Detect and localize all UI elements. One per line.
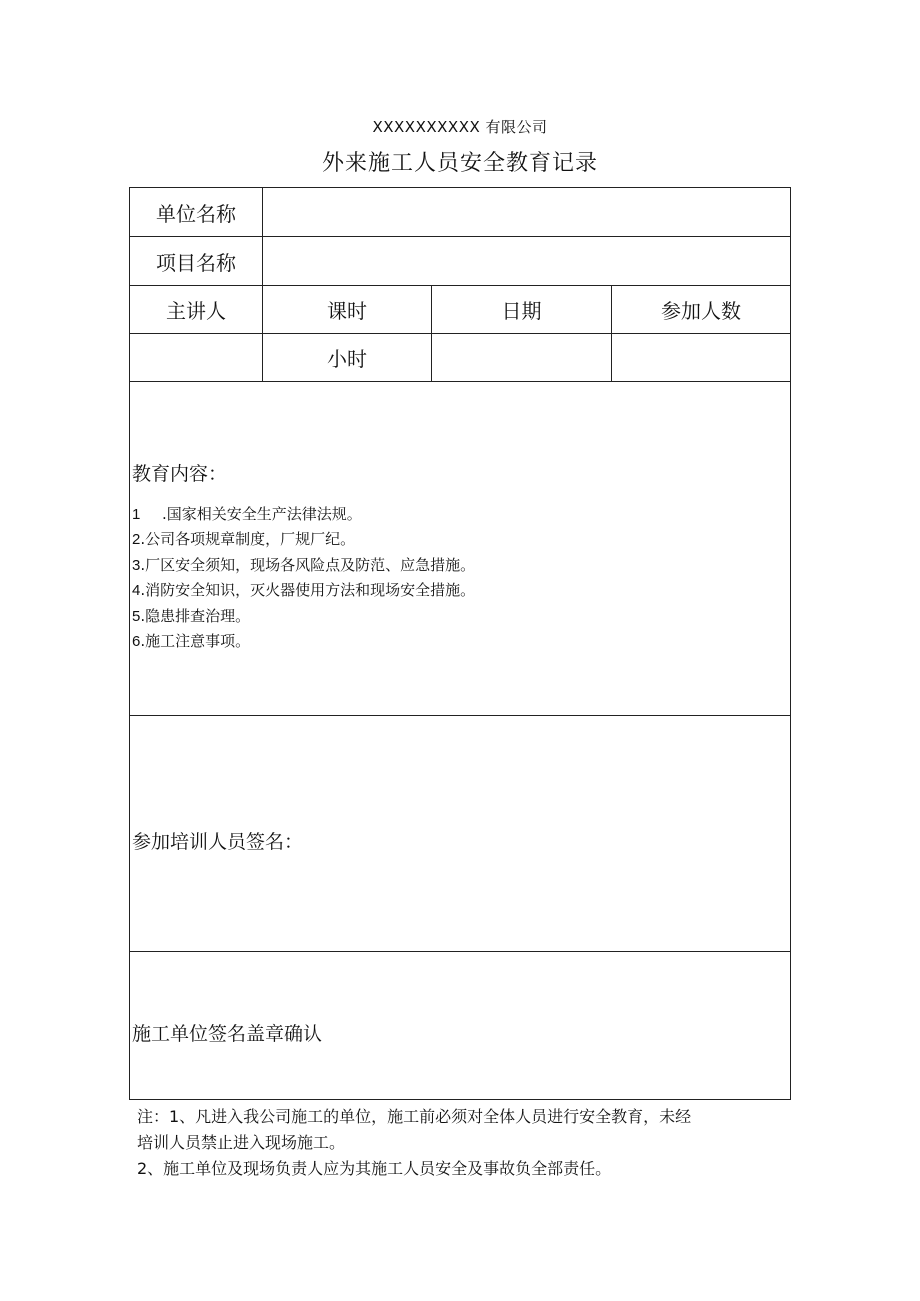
unit-name-field[interactable] bbox=[263, 188, 791, 237]
item-number: 3 bbox=[132, 556, 141, 574]
education-content-row bbox=[130, 382, 791, 716]
item-text: .消防安全知识，灭火器使用方法和现场安全措施。 bbox=[140, 581, 476, 599]
trainee-signature-row bbox=[130, 716, 791, 952]
contractor-stamp-cell[interactable] bbox=[130, 952, 791, 1100]
list-item bbox=[132, 553, 790, 579]
education-content-list bbox=[132, 502, 790, 655]
unit-name-row bbox=[130, 188, 791, 237]
project-name-row bbox=[130, 237, 791, 286]
item-number: 5 bbox=[132, 607, 141, 625]
note-line-1: 注：1、凡进入我公司施工的单位，施工前必须对全体人员进行安全教育，未经 bbox=[137, 1107, 692, 1126]
participants-header: 参加人数 bbox=[612, 286, 791, 334]
contractor-stamp-row bbox=[130, 952, 791, 1100]
list-item bbox=[132, 629, 790, 655]
safety-education-form bbox=[129, 187, 791, 1100]
hours-field[interactable] bbox=[263, 334, 432, 382]
company-name: XXXXXXXXXX 有限公司 bbox=[372, 118, 548, 136]
info-header-row bbox=[130, 286, 791, 334]
note-line-2: 培训人员禁止进入现场施工。 bbox=[137, 1133, 346, 1152]
item-text: .厂区安全须知，现场各风险点及防范、应急措施。 bbox=[140, 555, 476, 574]
list-item bbox=[132, 578, 790, 604]
unit-name-label: 单位名称 bbox=[130, 188, 263, 237]
item-number: 1 bbox=[132, 505, 141, 523]
trainee-signature-title: 参加培训人员签名： bbox=[132, 831, 304, 853]
note-line-3: 2、施工单位及现场负责人应为其施工人员安全及事故负全部责任。 bbox=[137, 1159, 612, 1178]
date-field[interactable] bbox=[432, 334, 612, 382]
item-text: .国家相关安全生产法律法规。 bbox=[162, 504, 362, 523]
date-header: 日期 bbox=[432, 286, 612, 334]
lecturer-field[interactable] bbox=[130, 334, 263, 382]
education-content-cell bbox=[130, 382, 791, 716]
item-number: 6 bbox=[132, 633, 141, 650]
contractor-stamp-title: 施工单位签名盖章确认 bbox=[132, 1023, 323, 1045]
lecturer-header: 主讲人 bbox=[130, 286, 263, 334]
hours-header: 课时 bbox=[263, 286, 432, 334]
list-item bbox=[132, 502, 790, 528]
trainee-signature-cell[interactable] bbox=[130, 716, 791, 952]
list-item bbox=[132, 527, 790, 553]
item-text: .公司各项规章制度，厂规厂纪。 bbox=[140, 530, 356, 548]
item-text: .隐患排查治理。 bbox=[140, 606, 251, 625]
list-item bbox=[132, 604, 790, 630]
footnotes bbox=[137, 1104, 787, 1182]
participants-field[interactable] bbox=[612, 334, 791, 382]
item-text: .施工注意事项。 bbox=[140, 632, 251, 650]
project-name-label: 项目名称 bbox=[130, 237, 263, 286]
item-number: 4 bbox=[132, 582, 141, 599]
education-content-title: 教育内容： bbox=[132, 462, 228, 485]
document-title: 外来施工人员安全教育记录 bbox=[321, 151, 598, 176]
hours-unit-label: 小时 bbox=[327, 347, 367, 371]
info-value-row bbox=[130, 334, 791, 382]
item-number: 2 bbox=[132, 531, 141, 548]
project-name-field[interactable] bbox=[263, 237, 791, 286]
